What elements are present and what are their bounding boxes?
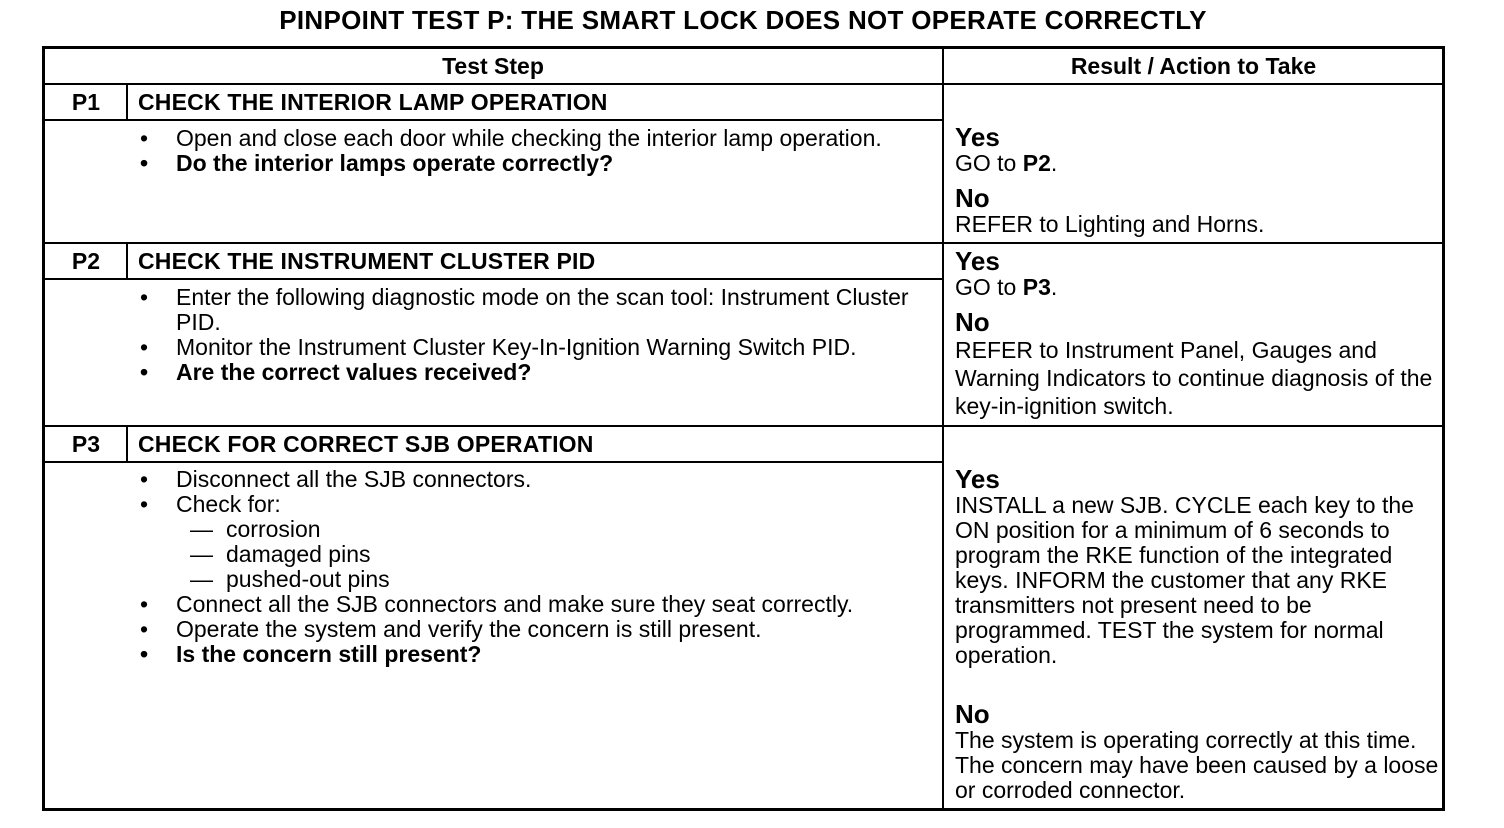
step-instructions (136, 285, 936, 385)
instruction-item: • Open and close each door while checking the interior lamp operation. (136, 126, 936, 151)
step-instructions (136, 467, 936, 667)
dash-icon: — (190, 516, 213, 542)
header-test-step: Test Step (442, 53, 544, 79)
step-id: P3 (71, 431, 101, 457)
dash-icon: — (190, 541, 213, 567)
bullet-icon: • (139, 616, 149, 642)
step-title: CHECK THE INTERIOR LAMP OPERATION (138, 89, 608, 115)
instruction-item: • Operate the system and verify the concern is still present. (136, 617, 936, 642)
step-title: CHECK FOR CORRECT SJB OPERATION (138, 431, 594, 457)
bullet-icon: • (139, 284, 149, 310)
p2-title-divider (44, 278, 943, 280)
step-result (955, 247, 1440, 420)
instruction-item: • Enter the following diagnostic mode on the scan tool: Instrument Cluster PID. (136, 285, 936, 335)
step-result (955, 123, 1440, 237)
no-action: REFER to Lighting and Horns. (955, 211, 1265, 237)
bullet-icon: • (139, 466, 149, 492)
bullet-icon: • (139, 359, 149, 385)
no-label: No (955, 183, 990, 213)
yes-label: Yes (955, 246, 1000, 276)
bullet-icon: • (139, 125, 149, 151)
step-result (955, 465, 1440, 668)
step-instructions (136, 126, 936, 176)
step-title: CHECK THE INSTRUMENT CLUSTER PID (138, 248, 596, 274)
no-action: REFER to Instrument Panel, Gauges and Warning Indicators to continue diagnosis of the key-in-ignition switch. (955, 337, 1433, 419)
sub-item: — pushed-out pins (190, 566, 390, 592)
yes-action: GO to P2. (955, 150, 1058, 176)
question-item: • Is the concern still present? (136, 642, 936, 667)
bullet-icon: • (139, 150, 149, 176)
yes-action: GO to P3. (955, 274, 1058, 300)
bullet-icon: • (139, 591, 149, 617)
no-label: No (955, 699, 990, 729)
yes-label: Yes (955, 122, 1000, 152)
dash-icon: — (190, 566, 213, 592)
no-action: The system is operating correctly at this time. The concern may have been caused by a loose or corroded connector. (955, 727, 1439, 803)
page-title: PINPOINT TEST P: THE SMART LOCK DOES NOT OPERATE CORRECTLY (279, 5, 1207, 35)
step-result-no (955, 700, 1440, 803)
instruction-item: • Connect all the SJB connectors and make sure they seat correctly. (136, 592, 936, 617)
question-item: • Do the interior lamps operate correctly? (136, 151, 936, 176)
p3-title-divider (44, 461, 943, 463)
bullet-icon: • (139, 334, 149, 360)
yes-action: INSTALL a new SJB. CYCLE each key to the ON position for a minimum of 6 seconds to program the RKE function of the integrated keys. INFORM the customer that any RKE transmitters not present need to be programmed. TEST the system for normal operation. (955, 492, 1414, 668)
instruction-item: • Disconnect all the SJB connectors. (136, 467, 936, 492)
yes-label: Yes (955, 464, 1000, 494)
question-item: • Are the correct values received? (136, 360, 936, 385)
column-divider (942, 48, 944, 809)
instruction-item: • Monitor the Instrument Cluster Key-In-Ignition Warning Switch PID. (136, 335, 936, 360)
no-label: No (955, 307, 990, 337)
p1-title-divider (44, 119, 943, 121)
header-result-action: Result / Action to Take (1070, 53, 1317, 79)
sub-item: — corrosion (190, 516, 321, 542)
instruction-item: • Check for: (136, 492, 936, 517)
step-id: P1 (71, 89, 101, 115)
step-id: P2 (71, 248, 101, 274)
bullet-icon: • (139, 641, 149, 667)
sub-item: — damaged pins (190, 541, 371, 567)
bullet-icon: • (139, 491, 149, 517)
